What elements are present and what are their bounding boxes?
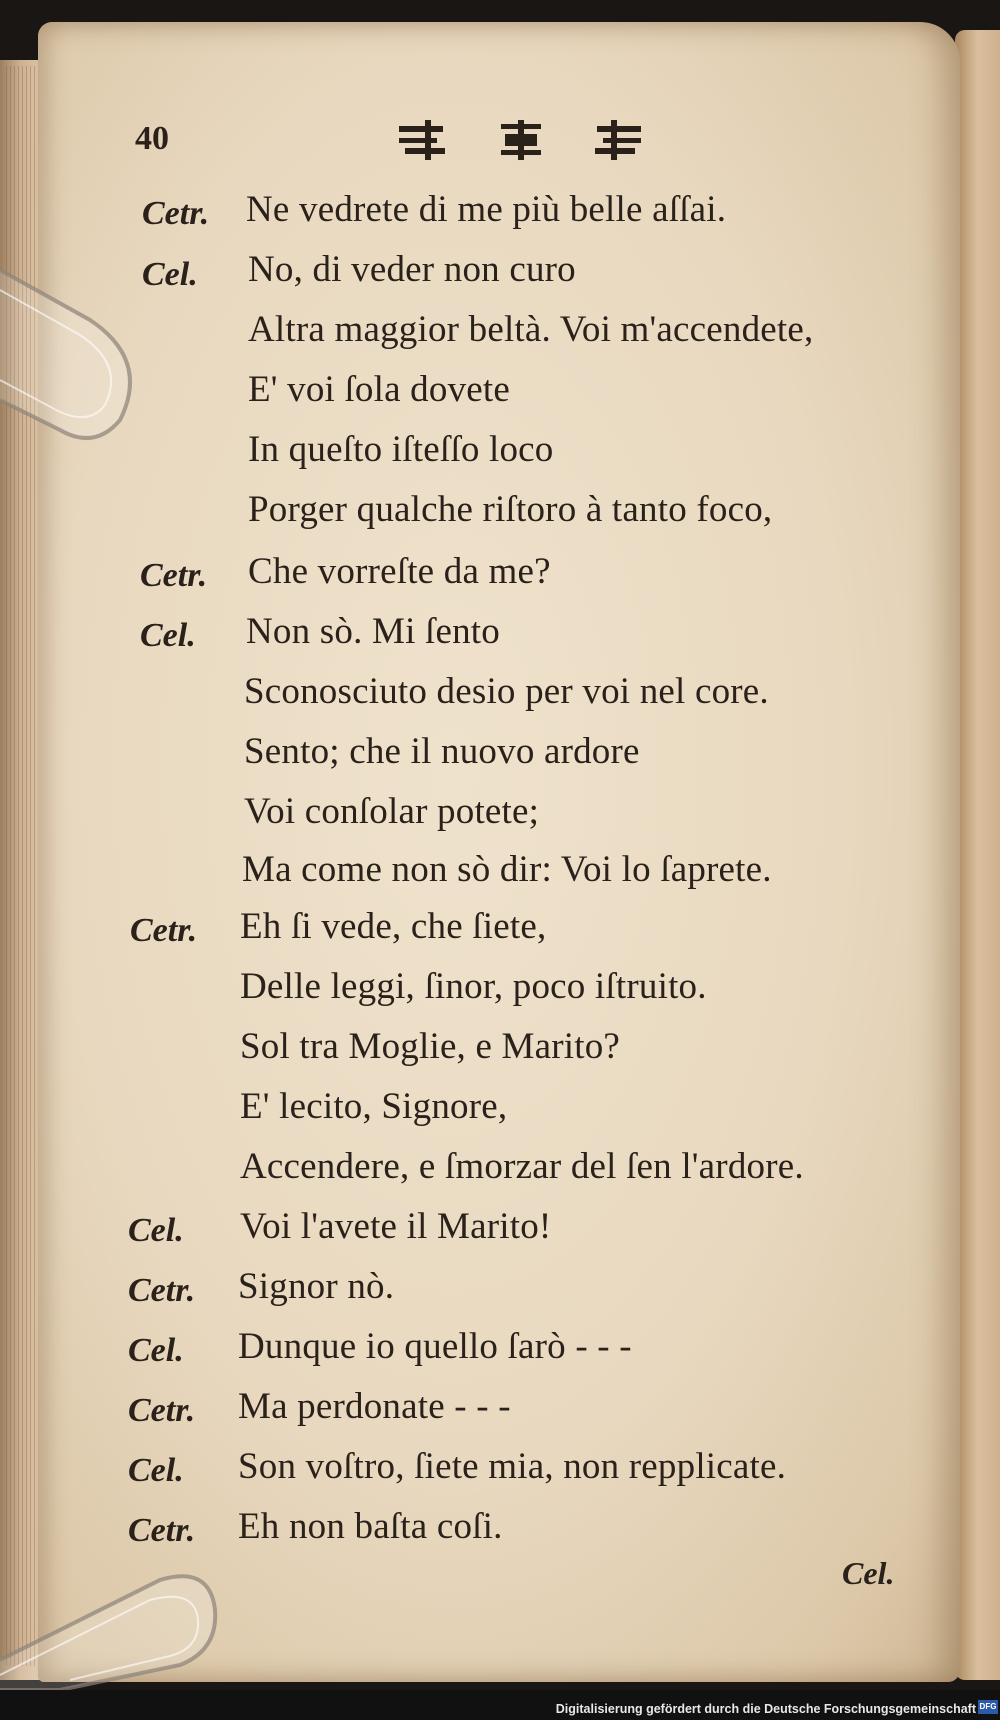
verse-line: Ma come non sò dir: Voi lo ſaprete. [242,849,772,890]
speaker-label: Cel. [128,1212,184,1249]
verse-line: Accendere, e ſmorzar del ſen l'ardore. [240,1146,804,1187]
verse-line: Delle leggi, ſinor, poco iſtruito. [240,966,707,1007]
verse-line: Eh ſi vede, che ſiete, [240,906,547,947]
verse-line: Sento; che il nuovo ardore [244,731,640,772]
verse-line: Porger qualche riſtoro à tanto foco, [248,489,773,530]
speaker-label: Cel. [128,1452,184,1489]
verse-line: Voi conſolar potete; [244,791,540,832]
verse-line: Son voſtro, ſiete mia, non repplicate. [238,1446,787,1487]
verse-line: Sol tra Moglie, e Marito? [240,1026,621,1067]
verse-line: Sconosciuto desio per voi nel core. [244,671,769,712]
speaker-label: Cetr. [128,1512,196,1549]
verse-line: Signor nò. [238,1266,395,1307]
dfg-logo: DFG [978,1700,998,1714]
facing-page-edge [955,30,1000,1680]
speaker-label: Cetr. [128,1392,196,1429]
verse-line: Non sò. Mi ſento [246,611,500,652]
verse-line: E' voi ſola dovete [248,369,511,410]
speaker-label: Cel. [142,256,198,293]
page-number: 40 [135,120,169,157]
speaker-label: Cetr. [140,557,208,594]
verse-line: Eh non baſta coſi. [238,1506,503,1547]
verse-line: Dunque io quello ſarò - - - [238,1326,632,1367]
digitization-credit: Digitalisierung gefördert durch die Deutsche Forschungsgemeinschaft [555,1702,976,1716]
speaker-label: Cel. [140,617,196,654]
verse-line: Altra maggior beltà. Voi m'accendete, [248,309,814,350]
speaker-label: Cel. [128,1332,184,1369]
verse-line: Ma perdonate - - - [238,1386,511,1427]
verse-line: Ne vedrete di me più belle aſſai. [246,189,727,230]
verse-line: In queſto iſteſſo loco [248,429,554,470]
verse-line: Voi l'avete il Marito! [240,1206,552,1247]
catchword: Cel. [842,1555,895,1591]
speaker-label: Cetr. [142,195,210,232]
verse-line: No, di veder non curo [248,249,576,290]
speaker-label: Cetr. [130,912,198,949]
speaker-label: Cetr. [128,1272,196,1309]
printer-ornament [395,116,655,164]
verse-line: E' lecito, Signore, [240,1086,508,1127]
verse-line: Che vorreſte da me? [248,551,551,592]
